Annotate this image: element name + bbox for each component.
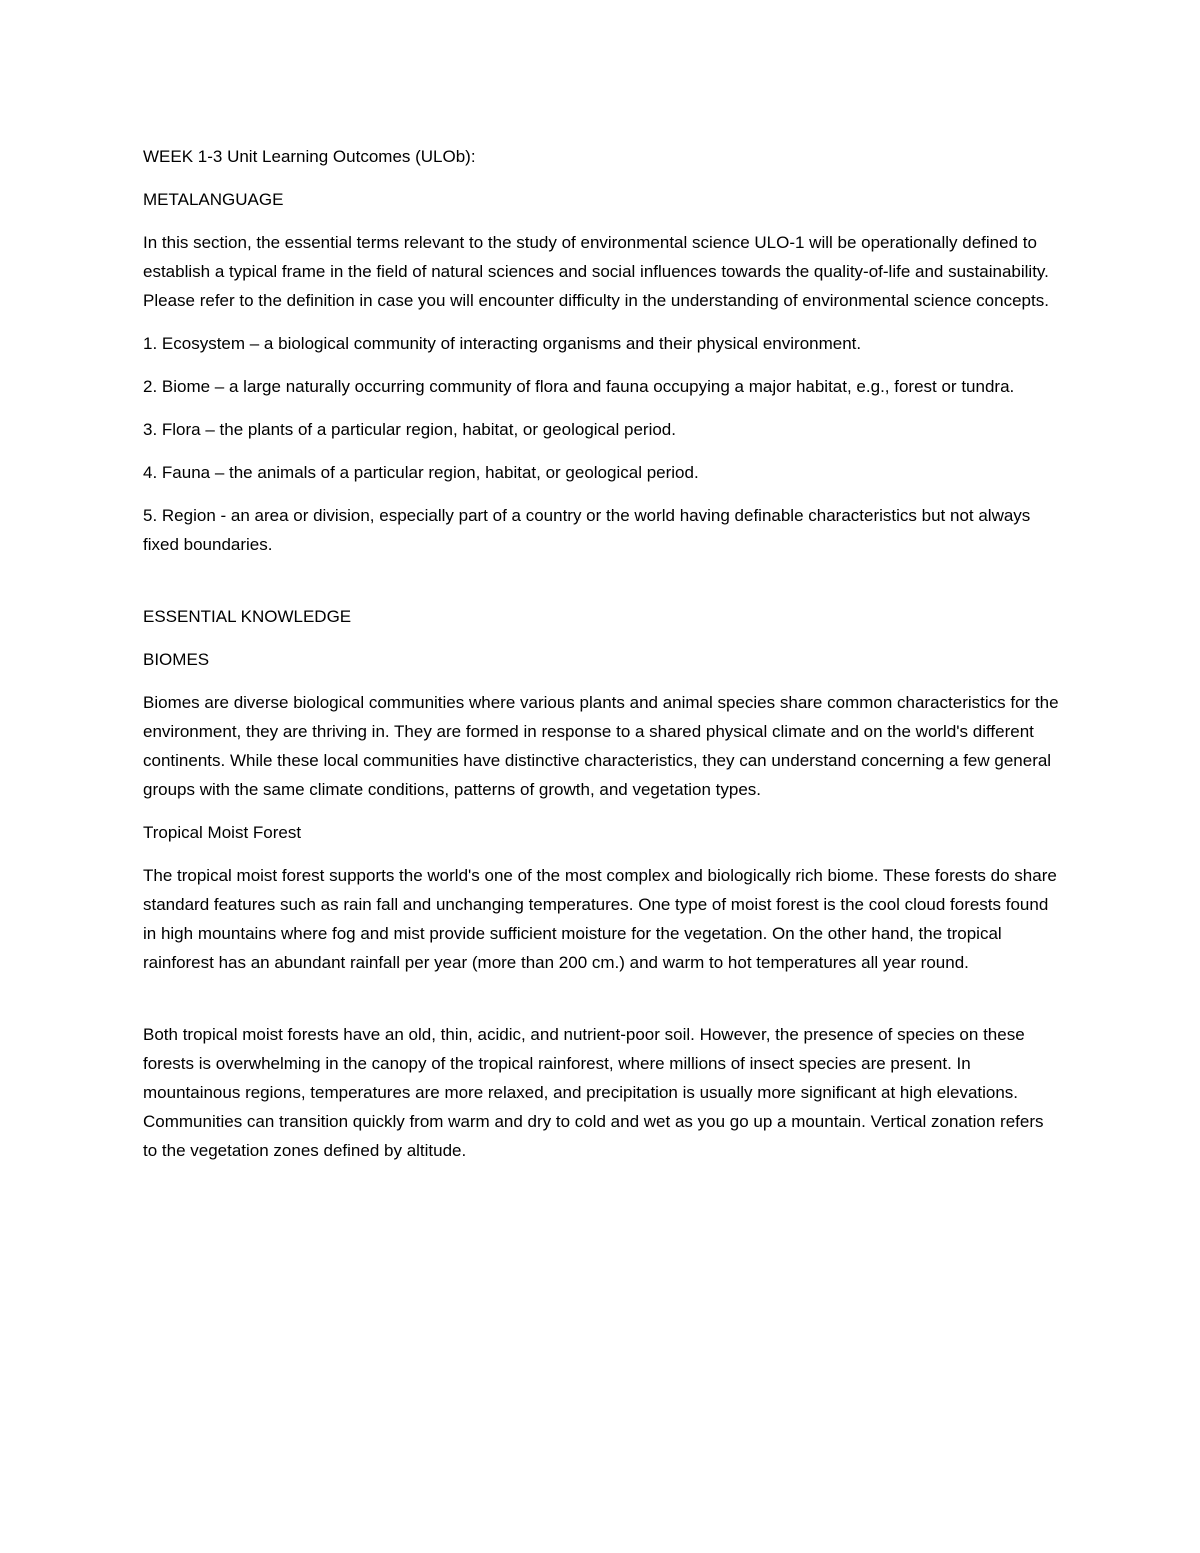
document-body [143, 142, 1061, 1179]
definition-flora: 3. Flora – the plants of a particular region, habitat, or geological period. [143, 420, 676, 439]
tropical-paragraph-1: The tropical moist forest supports the world's one of the most complex and biologically rich biome. These forests do share standard features such as rain fall and unchanging temperatures. One type of moist forest is the cool cloud forests found in high mountains where fog and mist provide sufficient moisture for the vegetation. On the other hand, the tropical rainforest has an abundant rainfall per year (more than 200 cm.) and warm to hot temperatures all year round. [143, 866, 1057, 972]
definition-ecosystem: 1. Ecosystem – a biological community of interacting organisms and their physical environment. [143, 334, 862, 353]
week-heading: WEEK 1-3 Unit Learning Outcomes (ULOb): [143, 147, 476, 166]
tropical-paragraph-2: Both tropical moist forests have an old, thin, acidic, and nutrient-poor soil. However, the presence of species on these forests is overwhelming in the canopy of the tropical rainforest, where millions of insect species are present. In mountainous regions, temperatures are more relaxed, and precipitation is usually more significant at high elevations. Communities can transition quickly from warm and dry to cold and wet as you go up a mountain. Vertical zonation refers to the vegetation zones defined by altitude. [143, 1025, 1044, 1160]
spacer [143, 991, 1061, 1020]
spacer [143, 573, 1061, 602]
biomes-paragraph: Biomes are diverse biological communities where various plants and animal species share common characteristics for the environment, they are thriving in. They are formed in response to a shared physical climate and on the world's different continents. While these local communities have distinctive characteristics, they can understand concerning a few general groups with the same climate conditions, patterns of growth, and vegetation types. [143, 693, 1059, 799]
definition-region: 5. Region - an area or division, especially part of a country or the world having definable characteristics but not always fixed boundaries. [143, 506, 1031, 554]
section-heading-biomes: BIOMES [143, 650, 210, 669]
definition-fauna: 4. Fauna – the animals of a particular region, habitat, or geological period. [143, 463, 699, 482]
subsection-heading-tropical-moist-forest: Tropical Moist Forest [143, 823, 302, 842]
section-heading-metalanguage: METALANGUAGE [143, 190, 284, 209]
intro-paragraph: In this section, the essential terms relevant to the study of environmental science ULO-1 will be operationally defined to establish a typical frame in the field of natural sciences and social influences towards the quality-of-life and sustainability. Please refer to the definition in case you will encounter difficulty in the understanding of environmental science concepts. [143, 233, 1049, 310]
section-heading-essential-knowledge: ESSENTIAL KNOWLEDGE [143, 607, 352, 626]
definition-biome: 2. Biome – a large naturally occurring community of flora and fauna occupying a major habitat, e.g., forest or tundra. [143, 377, 1015, 396]
